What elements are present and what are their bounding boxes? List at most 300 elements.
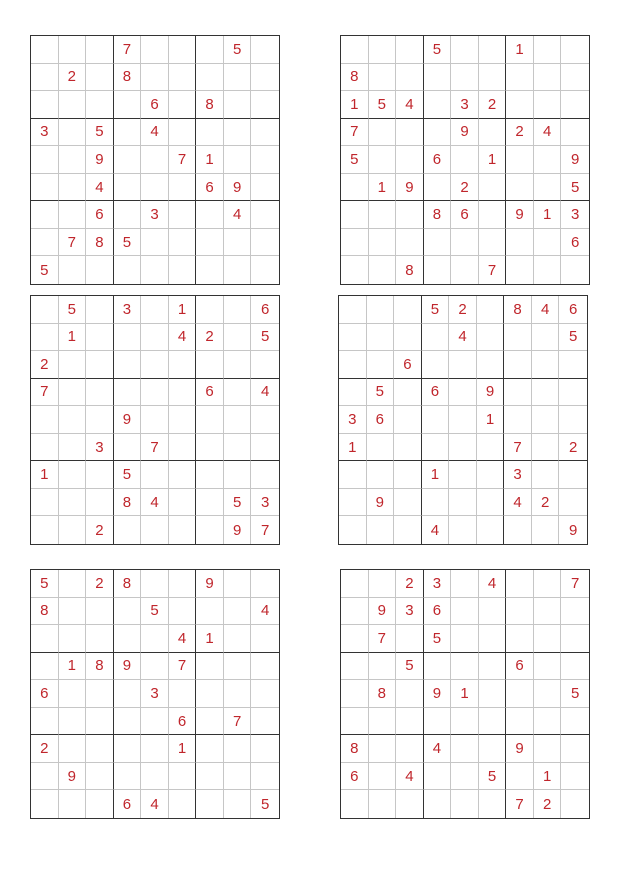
empty-cell[interactable] [451, 598, 479, 626]
empty-cell[interactable] [141, 146, 169, 174]
empty-cell[interactable] [251, 570, 279, 598]
empty-cell[interactable] [339, 296, 367, 324]
empty-cell[interactable] [59, 146, 87, 174]
empty-cell[interactable] [86, 91, 114, 119]
empty-cell[interactable] [224, 64, 252, 92]
empty-cell[interactable] [31, 91, 59, 119]
empty-cell[interactable] [196, 434, 224, 462]
empty-cell[interactable] [396, 229, 424, 257]
empty-cell[interactable] [141, 653, 169, 681]
empty-cell[interactable] [114, 351, 142, 379]
empty-cell[interactable] [169, 680, 197, 708]
empty-cell[interactable] [86, 790, 114, 818]
empty-cell[interactable] [196, 680, 224, 708]
empty-cell[interactable] [504, 351, 532, 379]
empty-cell[interactable] [396, 146, 424, 174]
empty-cell[interactable] [141, 256, 169, 284]
empty-cell[interactable] [394, 516, 422, 544]
empty-cell[interactable] [506, 625, 534, 653]
empty-cell[interactable] [31, 229, 59, 257]
empty-cell[interactable] [224, 735, 252, 763]
empty-cell[interactable] [506, 763, 534, 791]
empty-cell[interactable] [561, 119, 589, 147]
empty-cell[interactable] [394, 489, 422, 517]
empty-cell[interactable] [59, 119, 87, 147]
empty-cell[interactable] [479, 708, 507, 736]
empty-cell[interactable] [477, 296, 505, 324]
empty-cell[interactable] [86, 296, 114, 324]
empty-cell[interactable] [369, 735, 397, 763]
empty-cell[interactable] [141, 174, 169, 202]
empty-cell[interactable] [479, 64, 507, 92]
empty-cell[interactable] [169, 36, 197, 64]
empty-cell[interactable] [534, 708, 562, 736]
empty-cell[interactable] [369, 146, 397, 174]
empty-cell[interactable] [31, 296, 59, 324]
empty-cell[interactable] [196, 461, 224, 489]
empty-cell[interactable] [424, 653, 452, 681]
empty-cell[interactable] [451, 64, 479, 92]
empty-cell[interactable] [451, 570, 479, 598]
empty-cell[interactable] [224, 324, 252, 352]
empty-cell[interactable] [251, 256, 279, 284]
empty-cell[interactable] [196, 708, 224, 736]
empty-cell[interactable] [196, 296, 224, 324]
empty-cell[interactable] [196, 64, 224, 92]
empty-cell[interactable] [339, 351, 367, 379]
empty-cell[interactable] [479, 680, 507, 708]
empty-cell[interactable] [224, 229, 252, 257]
empty-cell[interactable] [424, 708, 452, 736]
empty-cell[interactable] [114, 119, 142, 147]
empty-cell[interactable] [532, 351, 560, 379]
empty-cell[interactable] [424, 174, 452, 202]
empty-cell[interactable] [367, 296, 395, 324]
empty-cell[interactable] [196, 735, 224, 763]
empty-cell[interactable] [534, 680, 562, 708]
empty-cell[interactable] [141, 379, 169, 407]
empty-cell[interactable] [224, 790, 252, 818]
empty-cell[interactable] [369, 64, 397, 92]
empty-cell[interactable] [31, 406, 59, 434]
empty-cell[interactable] [534, 64, 562, 92]
empty-cell[interactable] [477, 351, 505, 379]
empty-cell[interactable] [169, 570, 197, 598]
empty-cell[interactable] [86, 763, 114, 791]
empty-cell[interactable] [31, 708, 59, 736]
empty-cell[interactable] [31, 763, 59, 791]
empty-cell[interactable] [224, 570, 252, 598]
empty-cell[interactable] [31, 489, 59, 517]
empty-cell[interactable] [559, 351, 587, 379]
empty-cell[interactable] [114, 708, 142, 736]
empty-cell[interactable] [224, 146, 252, 174]
empty-cell[interactable] [251, 174, 279, 202]
empty-cell[interactable] [424, 119, 452, 147]
empty-cell[interactable] [169, 64, 197, 92]
empty-cell[interactable] [396, 680, 424, 708]
empty-cell[interactable] [396, 201, 424, 229]
empty-cell[interactable] [341, 36, 369, 64]
empty-cell[interactable] [424, 256, 452, 284]
empty-cell[interactable] [59, 379, 87, 407]
empty-cell[interactable] [31, 36, 59, 64]
empty-cell[interactable] [479, 201, 507, 229]
empty-cell[interactable] [86, 406, 114, 434]
empty-cell[interactable] [86, 256, 114, 284]
empty-cell[interactable] [479, 790, 507, 818]
empty-cell[interactable] [422, 489, 450, 517]
empty-cell[interactable] [169, 461, 197, 489]
empty-cell[interactable] [169, 763, 197, 791]
empty-cell[interactable] [504, 406, 532, 434]
empty-cell[interactable] [141, 324, 169, 352]
empty-cell[interactable] [506, 229, 534, 257]
empty-cell[interactable] [424, 91, 452, 119]
empty-cell[interactable] [169, 256, 197, 284]
empty-cell[interactable] [479, 229, 507, 257]
empty-cell[interactable] [561, 625, 589, 653]
empty-cell[interactable] [224, 763, 252, 791]
empty-cell[interactable] [559, 379, 587, 407]
empty-cell[interactable] [477, 324, 505, 352]
empty-cell[interactable] [369, 229, 397, 257]
empty-cell[interactable] [251, 201, 279, 229]
empty-cell[interactable] [114, 598, 142, 626]
empty-cell[interactable] [251, 64, 279, 92]
empty-cell[interactable] [169, 119, 197, 147]
empty-cell[interactable] [506, 708, 534, 736]
empty-cell[interactable] [141, 351, 169, 379]
empty-cell[interactable] [59, 201, 87, 229]
empty-cell[interactable] [479, 598, 507, 626]
empty-cell[interactable] [31, 64, 59, 92]
empty-cell[interactable] [477, 434, 505, 462]
empty-cell[interactable] [369, 256, 397, 284]
empty-cell[interactable] [251, 406, 279, 434]
empty-cell[interactable] [532, 516, 560, 544]
empty-cell[interactable] [224, 625, 252, 653]
empty-cell[interactable] [561, 64, 589, 92]
empty-cell[interactable] [506, 570, 534, 598]
empty-cell[interactable] [114, 680, 142, 708]
empty-cell[interactable] [449, 489, 477, 517]
empty-cell[interactable] [251, 229, 279, 257]
empty-cell[interactable] [479, 36, 507, 64]
empty-cell[interactable] [479, 625, 507, 653]
empty-cell[interactable] [224, 256, 252, 284]
empty-cell[interactable] [141, 570, 169, 598]
empty-cell[interactable] [141, 516, 169, 544]
empty-cell[interactable] [141, 461, 169, 489]
empty-cell[interactable] [369, 790, 397, 818]
empty-cell[interactable] [169, 598, 197, 626]
empty-cell[interactable] [449, 406, 477, 434]
empty-cell[interactable] [424, 790, 452, 818]
empty-cell[interactable] [561, 36, 589, 64]
empty-cell[interactable] [559, 406, 587, 434]
empty-cell[interactable] [196, 653, 224, 681]
empty-cell[interactable] [251, 653, 279, 681]
empty-cell[interactable] [479, 119, 507, 147]
empty-cell[interactable] [169, 489, 197, 517]
empty-cell[interactable] [31, 653, 59, 681]
empty-cell[interactable] [196, 406, 224, 434]
empty-cell[interactable] [424, 763, 452, 791]
empty-cell[interactable] [449, 461, 477, 489]
empty-cell[interactable] [59, 598, 87, 626]
empty-cell[interactable] [169, 174, 197, 202]
empty-cell[interactable] [561, 735, 589, 763]
empty-cell[interactable] [422, 324, 450, 352]
empty-cell[interactable] [561, 91, 589, 119]
empty-cell[interactable] [479, 174, 507, 202]
empty-cell[interactable] [196, 36, 224, 64]
empty-cell[interactable] [59, 406, 87, 434]
empty-cell[interactable] [31, 790, 59, 818]
empty-cell[interactable] [59, 516, 87, 544]
empty-cell[interactable] [141, 735, 169, 763]
empty-cell[interactable] [169, 379, 197, 407]
empty-cell[interactable] [367, 516, 395, 544]
empty-cell[interactable] [534, 229, 562, 257]
empty-cell[interactable] [86, 680, 114, 708]
empty-cell[interactable] [251, 735, 279, 763]
empty-cell[interactable] [341, 653, 369, 681]
empty-cell[interactable] [396, 119, 424, 147]
empty-cell[interactable] [369, 708, 397, 736]
empty-cell[interactable] [224, 296, 252, 324]
empty-cell[interactable] [59, 91, 87, 119]
empty-cell[interactable] [141, 625, 169, 653]
empty-cell[interactable] [339, 489, 367, 517]
empty-cell[interactable] [86, 489, 114, 517]
empty-cell[interactable] [196, 229, 224, 257]
empty-cell[interactable] [532, 434, 560, 462]
empty-cell[interactable] [251, 119, 279, 147]
empty-cell[interactable] [534, 146, 562, 174]
empty-cell[interactable] [114, 763, 142, 791]
empty-cell[interactable] [367, 461, 395, 489]
empty-cell[interactable] [224, 461, 252, 489]
empty-cell[interactable] [424, 64, 452, 92]
empty-cell[interactable] [396, 36, 424, 64]
empty-cell[interactable] [396, 790, 424, 818]
empty-cell[interactable] [394, 434, 422, 462]
empty-cell[interactable] [86, 735, 114, 763]
empty-cell[interactable] [506, 256, 534, 284]
empty-cell[interactable] [449, 434, 477, 462]
empty-cell[interactable] [341, 598, 369, 626]
empty-cell[interactable] [196, 489, 224, 517]
empty-cell[interactable] [169, 406, 197, 434]
empty-cell[interactable] [59, 570, 87, 598]
empty-cell[interactable] [59, 680, 87, 708]
empty-cell[interactable] [341, 625, 369, 653]
empty-cell[interactable] [506, 598, 534, 626]
empty-cell[interactable] [196, 119, 224, 147]
empty-cell[interactable] [141, 296, 169, 324]
empty-cell[interactable] [114, 625, 142, 653]
empty-cell[interactable] [449, 516, 477, 544]
empty-cell[interactable] [532, 324, 560, 352]
empty-cell[interactable] [451, 256, 479, 284]
empty-cell[interactable] [369, 36, 397, 64]
empty-cell[interactable] [86, 461, 114, 489]
empty-cell[interactable] [506, 146, 534, 174]
empty-cell[interactable] [59, 351, 87, 379]
empty-cell[interactable] [561, 653, 589, 681]
empty-cell[interactable] [341, 174, 369, 202]
empty-cell[interactable] [534, 625, 562, 653]
empty-cell[interactable] [141, 406, 169, 434]
empty-cell[interactable] [506, 91, 534, 119]
empty-cell[interactable] [339, 379, 367, 407]
empty-cell[interactable] [114, 201, 142, 229]
empty-cell[interactable] [451, 708, 479, 736]
empty-cell[interactable] [31, 201, 59, 229]
empty-cell[interactable] [559, 489, 587, 517]
empty-cell[interactable] [59, 625, 87, 653]
empty-cell[interactable] [169, 91, 197, 119]
empty-cell[interactable] [196, 763, 224, 791]
empty-cell[interactable] [169, 516, 197, 544]
empty-cell[interactable] [424, 229, 452, 257]
empty-cell[interactable] [31, 174, 59, 202]
empty-cell[interactable] [534, 598, 562, 626]
empty-cell[interactable] [224, 351, 252, 379]
empty-cell[interactable] [504, 516, 532, 544]
empty-cell[interactable] [396, 625, 424, 653]
empty-cell[interactable] [339, 461, 367, 489]
empty-cell[interactable] [422, 406, 450, 434]
empty-cell[interactable] [114, 174, 142, 202]
empty-cell[interactable] [114, 735, 142, 763]
empty-cell[interactable] [169, 229, 197, 257]
empty-cell[interactable] [196, 256, 224, 284]
empty-cell[interactable] [114, 91, 142, 119]
empty-cell[interactable] [369, 119, 397, 147]
empty-cell[interactable] [451, 763, 479, 791]
empty-cell[interactable] [561, 598, 589, 626]
empty-cell[interactable] [506, 64, 534, 92]
empty-cell[interactable] [369, 763, 397, 791]
empty-cell[interactable] [251, 763, 279, 791]
empty-cell[interactable] [224, 598, 252, 626]
empty-cell[interactable] [534, 174, 562, 202]
empty-cell[interactable] [534, 653, 562, 681]
empty-cell[interactable] [31, 434, 59, 462]
empty-cell[interactable] [31, 625, 59, 653]
empty-cell[interactable] [394, 461, 422, 489]
empty-cell[interactable] [196, 201, 224, 229]
empty-cell[interactable] [59, 461, 87, 489]
empty-cell[interactable] [224, 680, 252, 708]
empty-cell[interactable] [534, 735, 562, 763]
empty-cell[interactable] [59, 790, 87, 818]
empty-cell[interactable] [251, 434, 279, 462]
empty-cell[interactable] [169, 434, 197, 462]
empty-cell[interactable] [86, 598, 114, 626]
empty-cell[interactable] [367, 324, 395, 352]
empty-cell[interactable] [141, 763, 169, 791]
empty-cell[interactable] [251, 680, 279, 708]
empty-cell[interactable] [396, 708, 424, 736]
empty-cell[interactable] [141, 229, 169, 257]
empty-cell[interactable] [534, 36, 562, 64]
empty-cell[interactable] [59, 489, 87, 517]
empty-cell[interactable] [369, 653, 397, 681]
empty-cell[interactable] [251, 91, 279, 119]
empty-cell[interactable] [196, 790, 224, 818]
empty-cell[interactable] [561, 763, 589, 791]
empty-cell[interactable] [251, 708, 279, 736]
empty-cell[interactable] [451, 229, 479, 257]
empty-cell[interactable] [396, 735, 424, 763]
empty-cell[interactable] [86, 379, 114, 407]
empty-cell[interactable] [224, 653, 252, 681]
empty-cell[interactable] [504, 379, 532, 407]
empty-cell[interactable] [86, 324, 114, 352]
empty-cell[interactable] [534, 91, 562, 119]
empty-cell[interactable] [196, 351, 224, 379]
empty-cell[interactable] [532, 406, 560, 434]
empty-cell[interactable] [251, 461, 279, 489]
empty-cell[interactable] [251, 36, 279, 64]
empty-cell[interactable] [59, 735, 87, 763]
empty-cell[interactable] [251, 625, 279, 653]
empty-cell[interactable] [251, 146, 279, 174]
empty-cell[interactable] [504, 324, 532, 352]
empty-cell[interactable] [114, 256, 142, 284]
empty-cell[interactable] [451, 735, 479, 763]
empty-cell[interactable] [449, 351, 477, 379]
empty-cell[interactable] [114, 379, 142, 407]
empty-cell[interactable] [224, 406, 252, 434]
empty-cell[interactable] [169, 351, 197, 379]
empty-cell[interactable] [86, 351, 114, 379]
empty-cell[interactable] [534, 570, 562, 598]
empty-cell[interactable] [224, 379, 252, 407]
empty-cell[interactable] [369, 570, 397, 598]
empty-cell[interactable] [339, 516, 367, 544]
empty-cell[interactable] [169, 201, 197, 229]
empty-cell[interactable] [394, 379, 422, 407]
empty-cell[interactable] [477, 489, 505, 517]
empty-cell[interactable] [141, 708, 169, 736]
empty-cell[interactable] [141, 36, 169, 64]
empty-cell[interactable] [477, 461, 505, 489]
empty-cell[interactable] [59, 256, 87, 284]
empty-cell[interactable] [532, 379, 560, 407]
empty-cell[interactable] [422, 351, 450, 379]
empty-cell[interactable] [341, 790, 369, 818]
empty-cell[interactable] [561, 790, 589, 818]
empty-cell[interactable] [251, 351, 279, 379]
empty-cell[interactable] [169, 790, 197, 818]
empty-cell[interactable] [224, 91, 252, 119]
empty-cell[interactable] [59, 708, 87, 736]
empty-cell[interactable] [86, 64, 114, 92]
empty-cell[interactable] [369, 201, 397, 229]
empty-cell[interactable] [86, 36, 114, 64]
empty-cell[interactable] [479, 653, 507, 681]
empty-cell[interactable] [114, 146, 142, 174]
empty-cell[interactable] [59, 36, 87, 64]
empty-cell[interactable] [31, 324, 59, 352]
empty-cell[interactable] [561, 708, 589, 736]
empty-cell[interactable] [561, 256, 589, 284]
